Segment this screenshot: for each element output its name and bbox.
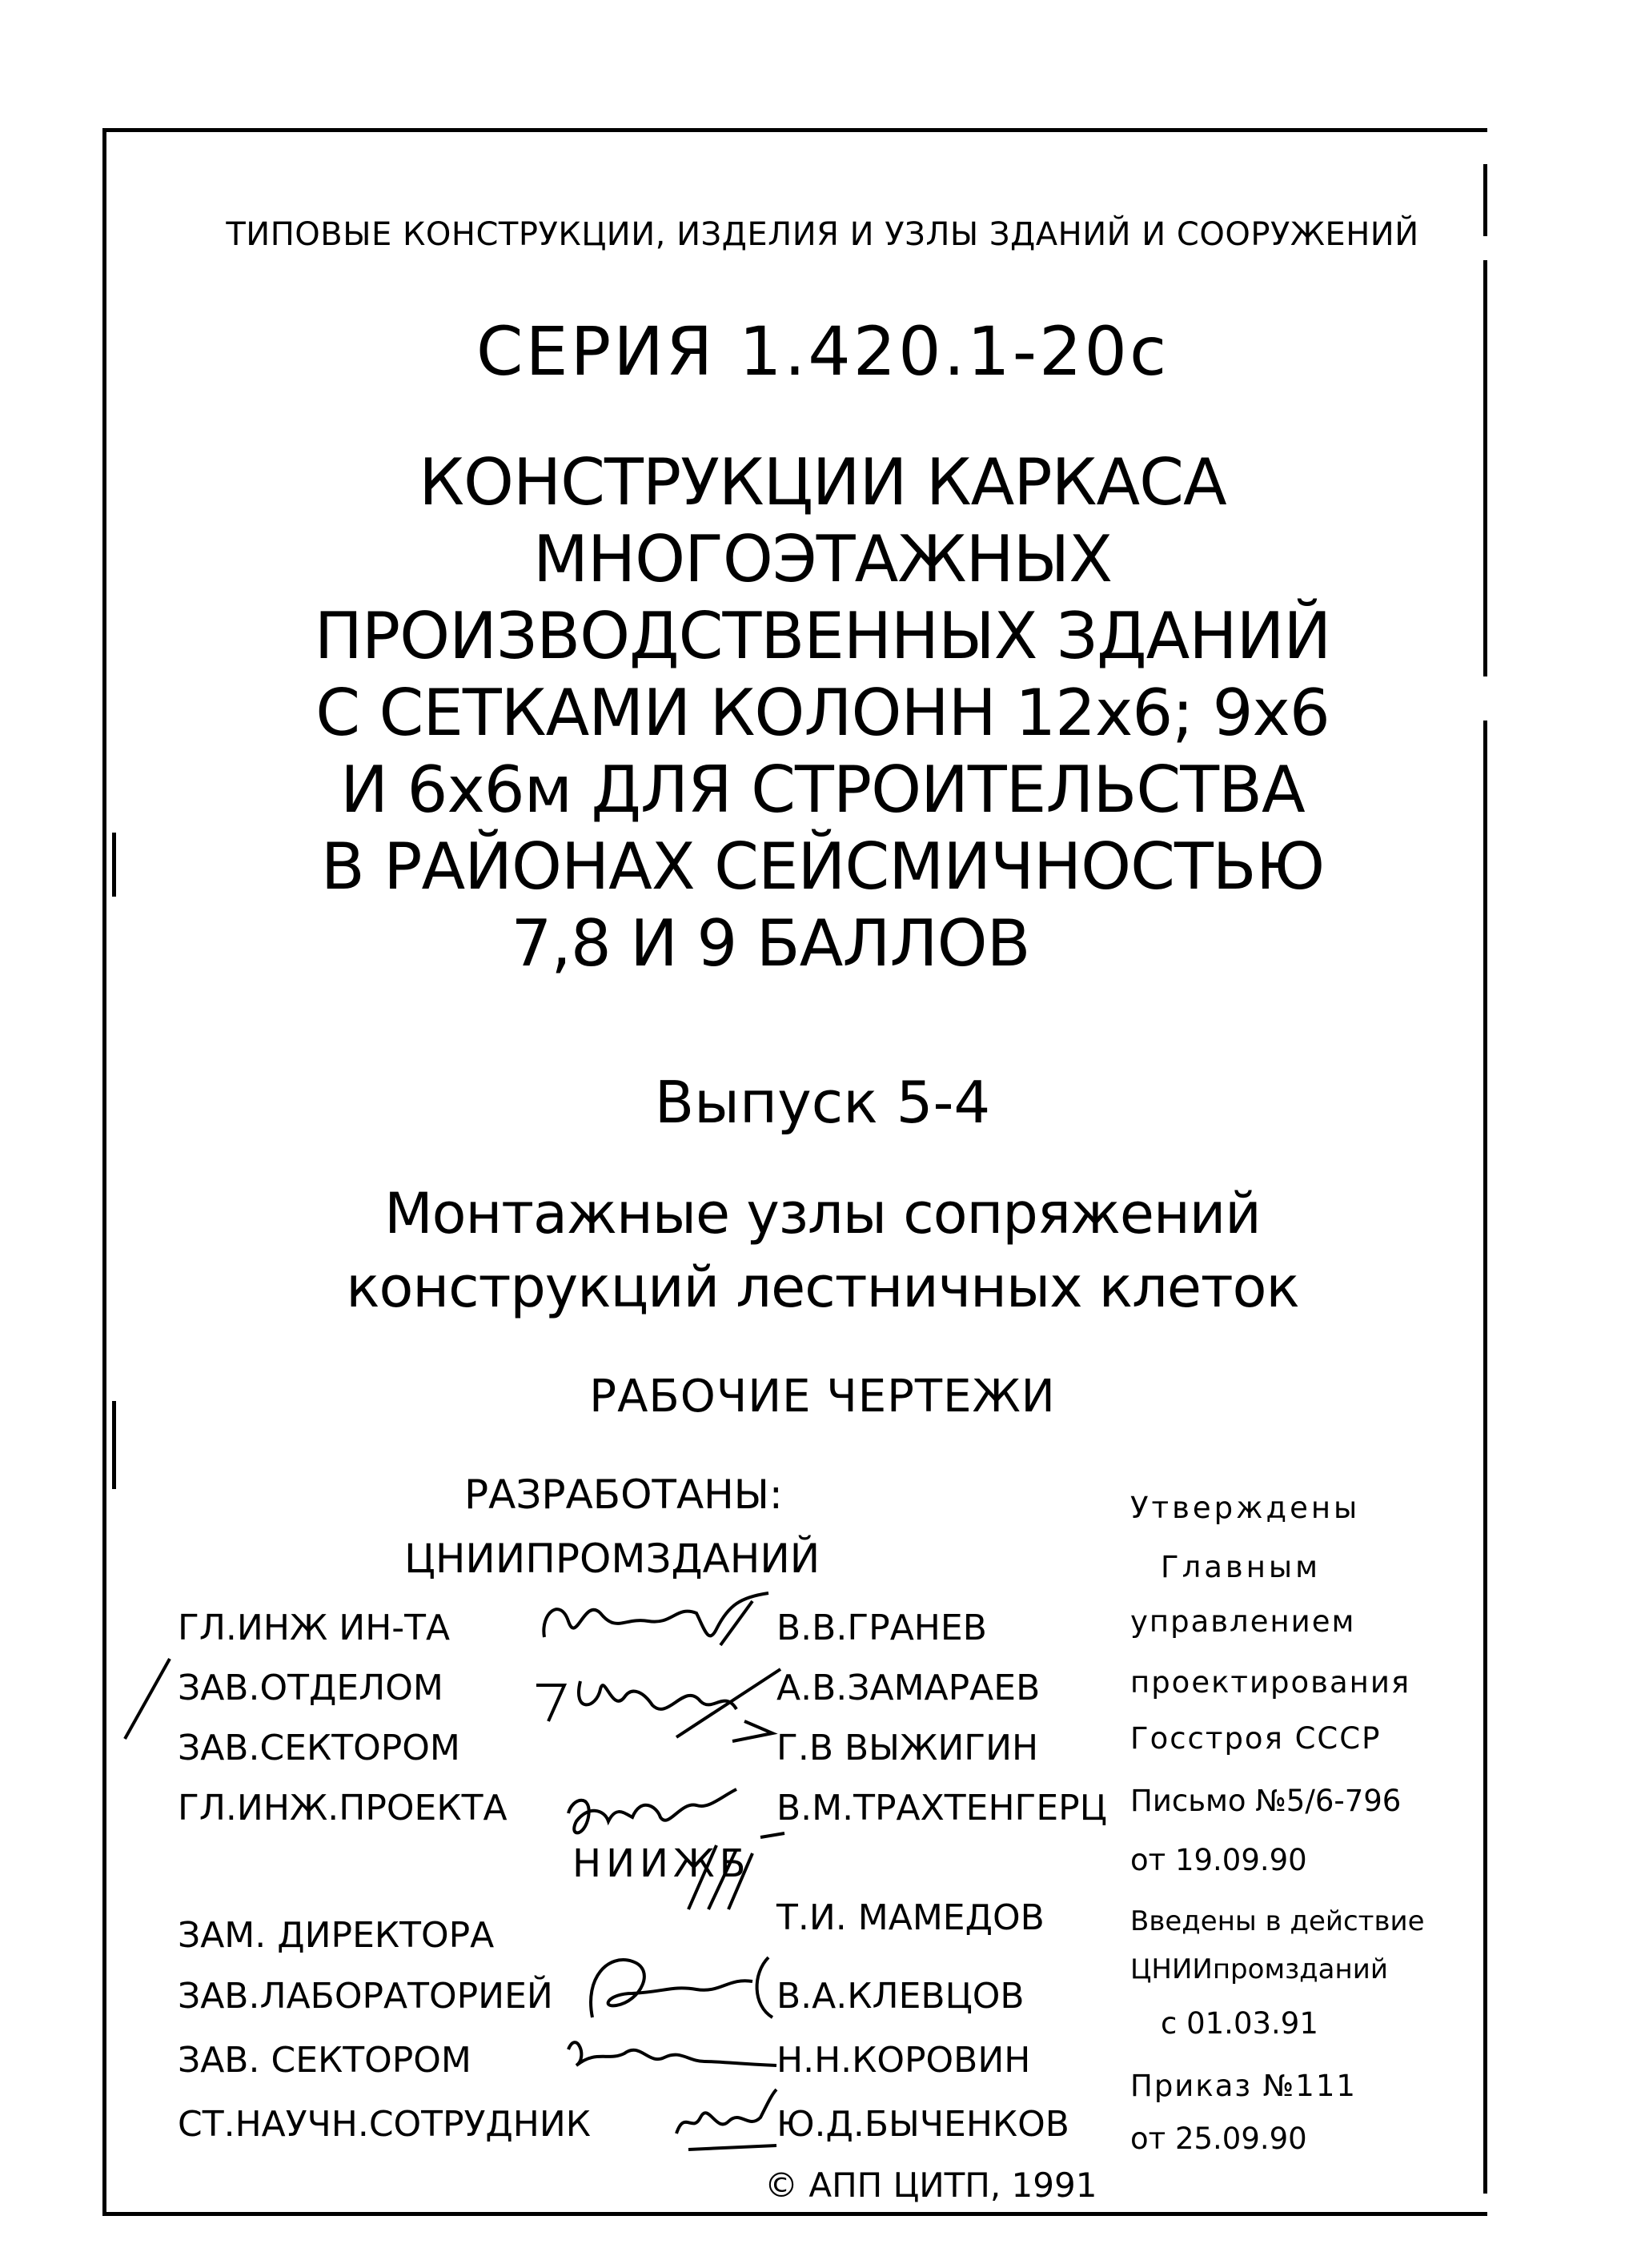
developer-org-2: НИИЖБ	[572, 1841, 751, 1886]
copyright: © АПП ЦИТП, 1991	[764, 2166, 1097, 2205]
document-title	[0, 444, 1645, 982]
person-name: Н.Н.КОРОВИН	[776, 2040, 1031, 2081]
document-subtitle	[0, 1177, 1645, 1324]
signature-6	[560, 2025, 784, 2081]
position-label: ЗАВ.ЛАБОРАТОРИЕЙ	[178, 1976, 553, 2017]
person-name: А.В.ЗАМАРАЕВ	[776, 1668, 1041, 1708]
approval-line: управлением	[1130, 1604, 1356, 1639]
title-line: И 6х6м ДЛЯ СТРОИТЕЛЬСТВА	[340, 753, 1305, 827]
signature-1	[536, 1589, 776, 1661]
title-line: МНОГОЭТАЖНЫХ	[532, 522, 1113, 596]
position-label: ЗАВ.СЕКТОРОМ	[178, 1728, 460, 1768]
series-number: СЕРИЯ 1.420.1-20с	[475, 312, 1170, 391]
title-line: С СЕТКАМИ КОЛОНН 12х6; 9х6	[315, 676, 1330, 750]
person-name: Т.И. МАМЕДОВ	[776, 1897, 1045, 1938]
approval-line: ЦНИИпромзданий	[1130, 1953, 1388, 1985]
series-category-header: ТИПОВЫЕ КОНСТРУКЦИИ, ИЗДЕЛИЯ И УЗЛЫ ЗДАНИЙ И СООРУЖЕНИЙ	[226, 216, 1419, 253]
approval-line: Госстроя СССР	[1130, 1721, 1382, 1756]
person-name: Г.В ВЫЖИГИН	[776, 1728, 1039, 1768]
approval-line: Приказ №111	[1130, 2069, 1357, 2103]
title-line: ПРОИЗВОДСТВЕННЫХ ЗДАНИЙ	[314, 599, 1331, 673]
issue-number: Выпуск 5-4	[654, 1069, 991, 1136]
title-line: КОНСТРУКЦИИ КАРКАСА	[419, 445, 1226, 520]
person-name: Ю.Д.БЫЧЕНКОВ	[776, 2104, 1069, 2145]
signature-4	[672, 1829, 792, 1917]
developer-org-1: ЦНИИПРОМЗДАНИЙ	[404, 1535, 820, 1582]
signature-7	[672, 2085, 784, 2158]
position-label: ЗАВ. СЕКТОРОМ	[178, 2040, 471, 2081]
person-name: В.А.КЛЕВЦОВ	[776, 1976, 1025, 2017]
approval-line: от 25.09.90	[1130, 2121, 1307, 2156]
person-name: В.В.ГРАНЕВ	[776, 1608, 987, 1648]
working-drawings-label: РАБОЧИЕ ЧЕРТЕЖИ	[589, 1371, 1056, 1423]
approval-line: с 01.03.91	[1161, 2006, 1318, 2041]
approval-line: Главным	[1161, 1550, 1322, 1584]
developed-heading: РАЗРАБОТАНЫ:	[464, 1471, 783, 1518]
approval-line: Введены в действие	[1130, 1905, 1425, 1937]
position-label: ЗАВ.ОТДЕЛОМ	[178, 1668, 443, 1708]
subtitle-line: Монтажные узлы сопряжений	[384, 1181, 1261, 1246]
title-line: 7,8 И 9 БАЛЛОВ	[511, 906, 1030, 981]
approval-line: Письмо №5/6-796	[1130, 1784, 1402, 1818]
position-label: ЗАМ. ДИРЕКТОРА	[178, 1915, 495, 1956]
approval-line: проектирования	[1130, 1665, 1411, 1700]
signature-2	[532, 1665, 788, 1753]
position-label: ГЛ.ИНЖ.ПРОЕКТА	[178, 1788, 508, 1828]
person-name: В.М.ТРАХТЕНГЕРЦ	[776, 1788, 1107, 1828]
approval-line: Утверждены	[1130, 1491, 1361, 1525]
signature-5	[568, 1945, 784, 2025]
slash-mark	[120, 1656, 176, 1744]
position-label: ГЛ.ИНЖ ИН-ТА	[178, 1608, 451, 1648]
subtitle-line: конструкций лестничных клеток	[346, 1254, 1299, 1320]
position-label: СТ.НАУЧН.СОТРУДНИК	[178, 2104, 592, 2145]
title-line: В РАЙОНАХ СЕЙСМИЧНОСТЬЮ	[320, 829, 1325, 904]
approval-line: от 19.09.90	[1130, 1843, 1307, 1877]
